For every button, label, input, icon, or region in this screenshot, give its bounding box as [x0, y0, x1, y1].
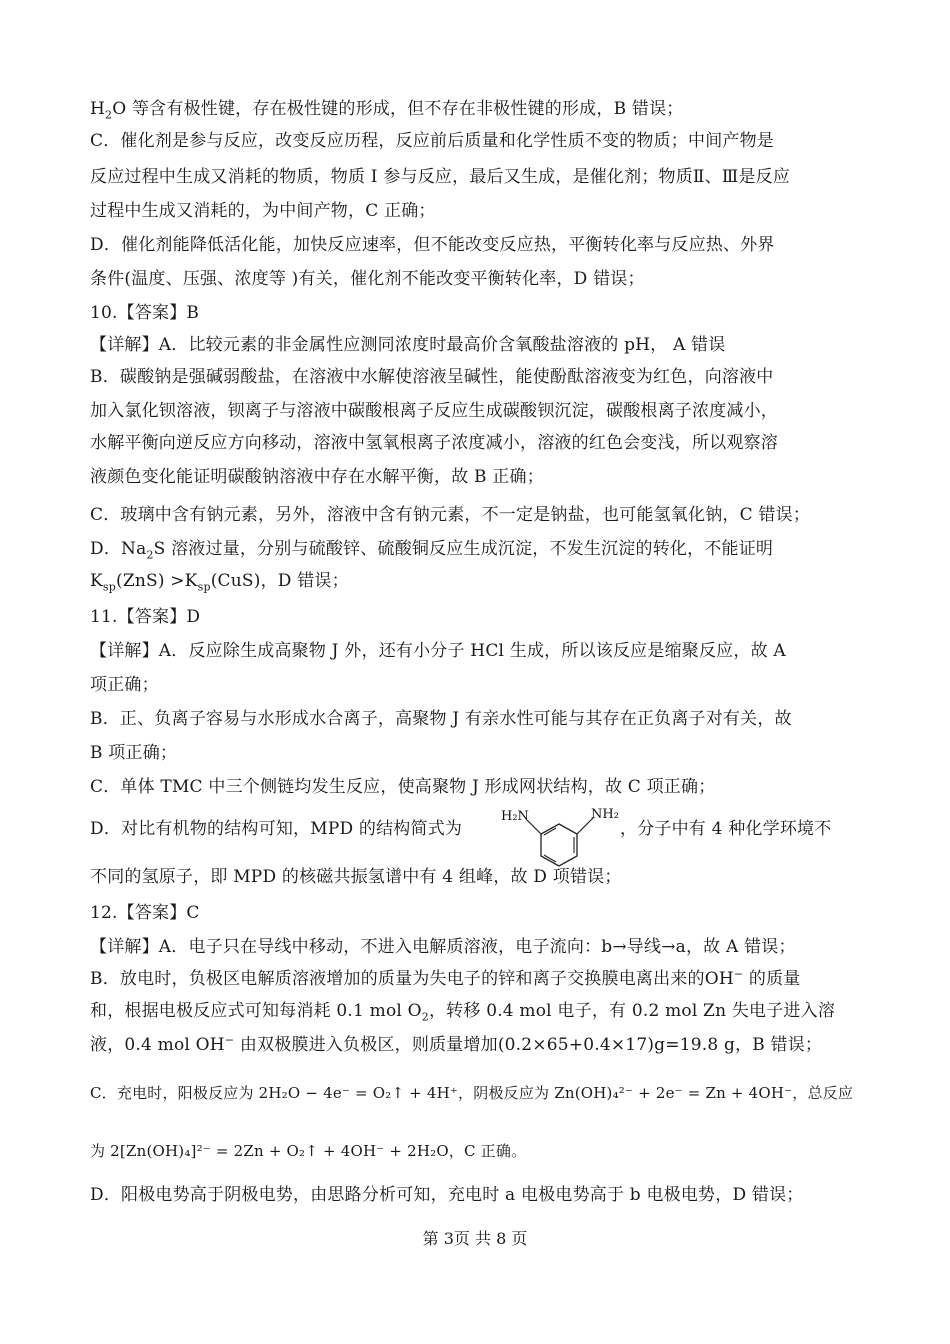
- text-line: 加入氯化钡溶液，钡离子与溶液中碳酸根离子反应生成碳酸钡沉淀，碳酸根离子浓度减小，: [90, 401, 778, 421]
- mpd-structure-image: [497, 806, 625, 878]
- text-line: 10.【答案】B: [90, 303, 200, 323]
- mpd-left-label: H₂N: [501, 809, 529, 824]
- text-line: B 项正确；: [90, 743, 178, 763]
- text-line: 不同的氢原子，即 MPD 的核磁共振氢谱中有 4 组峰，故 D 项错误；: [90, 867, 622, 887]
- text-line: 条件(温度、压强、浓度等 )有关，催化剂不能改变平衡转化率，D 错误；: [90, 269, 645, 289]
- text-line: B．碳酸钠是强碱弱酸盐，在溶液中水解使溶液呈碱性，能使酚酞溶液变为红色，向溶液中: [90, 367, 774, 387]
- text-line: D．催化剂能降低活化能，加快反应速率，但不能改变反应热，平衡转化率与反应热、外界: [90, 235, 775, 255]
- text-line: 【详解】A．比较元素的非金属性应测同浓度时最高价含氧酸盐溶液的 pH， A 错误: [90, 335, 726, 355]
- page-footer: 第 3页 共 8 页: [422, 1229, 528, 1248]
- text-line: B．正、负离子容易与水形成水合离子，高聚物 J 有亲水性可能与其存在正负离子对有关，故: [90, 709, 792, 729]
- text-line: 【详解】A．电子只在导线中移动，不进入电解质溶液，电子流向：b→导线→a，故 A 错误；: [90, 937, 796, 957]
- text-line: 液，0.4 mol OH− 由双极膜进入负极区，则质量增加(0.2×65+0.4×17)g=19.8 g，B 错误；: [90, 1033, 823, 1055]
- text-line: C．单体 TMC 中三个侧链均发生反应，使高聚物 J 形成网状结构，故 C 项正确；: [90, 777, 716, 797]
- text-line: C．玻璃中含有钠元素，另外，溶液中含有钠元素，不一定是钠盐，也可能氢氧化钠，C 错误；: [90, 505, 811, 525]
- text-line: 11.【答案】D: [90, 607, 201, 627]
- text-line: C．充电时，阳极反应为 2H₂O − 4e⁻ = O₂↑ + 4H⁺，阴极反应为 Zn(OH)₄²⁻ + 2e⁻ = Zn + 4OH⁻，总反应: [90, 1084, 854, 1102]
- text-line: 为 2[Zn(OH)₄]²⁻ = 2Zn + O₂↑ + 4OH⁻ + 2H₂O，C 正确。: [90, 1142, 527, 1160]
- text-line: 项正确；: [90, 675, 159, 695]
- text-line: $K_{sp}(ZnS) >K_{sp}(CuS)$，D 错误；: [90, 571, 349, 594]
- text-line: D．$Na_2S$ 溶液过量，分别与硫酸锌、硫酸铜反应生成沉淀，不发生沉淀的转化，不能证明: [90, 539, 774, 562]
- text-line: 【详解】A．反应除生成高聚物 J 外，还有小分子 HCl 生成，所以该反应是缩聚反应，故 A: [90, 641, 786, 661]
- text-line: 反应过程中生成又消耗的物质，物质 I 参与反应，最后又生成，是催化剂；物质Ⅱ、Ⅲ是反应: [90, 167, 791, 187]
- text-line: $H_2O$ 等含有极性键，存在极性键的形成，但不存在非极性键的形成，B 错误；: [90, 99, 684, 122]
- text-line: D．阳极电势高于阴极电势，由思路分析可知，充电时 a 电极电势高于 b 电极电势，D 错误；: [90, 1185, 804, 1205]
- text-line: D．对比有机物的结构可知，MPD 的结构简式为 ，分子中有 4 种化学环境不: [90, 819, 832, 839]
- text-line: B．放电时，负极区电解质溶液增加的质量为失电子的锌和离子交换膜电离出来的OH− 的质量: [90, 967, 801, 989]
- text-line: 过程中生成又消耗的，为中间产物，C 正确；: [90, 201, 436, 221]
- text-line: 液颜色变化能证明碳酸钠溶液中存在水解平衡，故 B 正确；: [90, 467, 544, 487]
- text-line: 12.【答案】C: [90, 903, 200, 923]
- text-line: 水解平衡向逆反应方向移动，溶液中氢氧根离子浓度减小，溶液的红色会变浅，所以观察溶: [90, 433, 778, 453]
- mpd-right-label: NH₂: [591, 807, 619, 822]
- text-line: C．催化剂是参与反应，改变反应历程，反应前后质量和化学性质不变的物质；中间产物是: [90, 131, 775, 151]
- text-line: 和，根据电极反应式可知每消耗 0.1 mol $O_2$，转移 0.4 mol 电子，有 0.2 mol Zn 失电子进入溶: [90, 1001, 836, 1024]
